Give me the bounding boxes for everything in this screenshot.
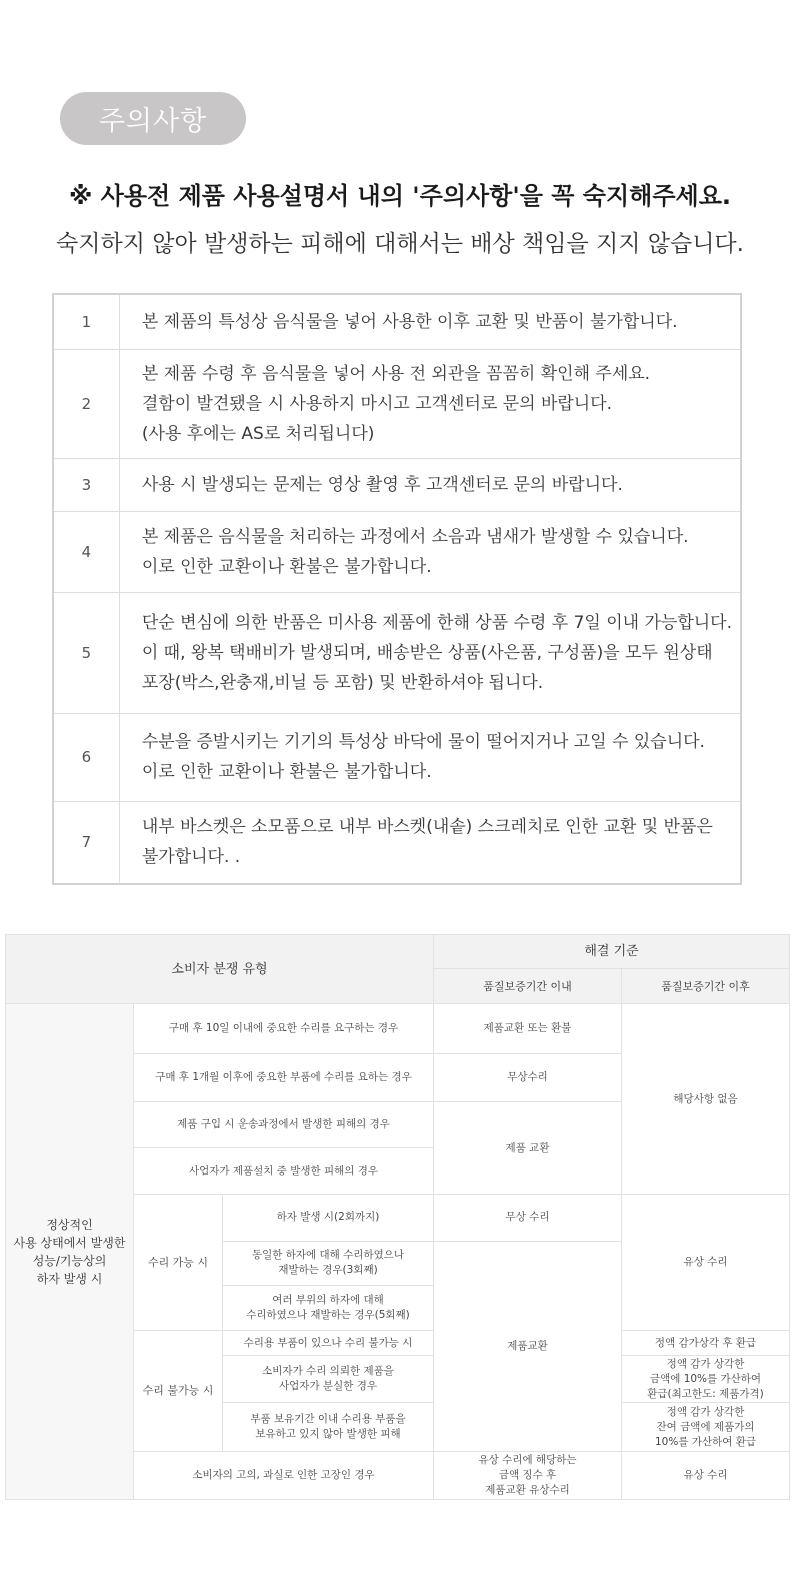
header-resolution: 해결 기준 — [434, 935, 790, 969]
repair-impossible-3: 부품 보유기간 이내 수리용 부품을 보유하고 있지 않아 발생한 피해 — [223, 1403, 434, 1451]
notice-number: 3 — [53, 458, 119, 511]
notice-text — [119, 458, 741, 511]
repair-possible-2: 동일한 하자에 대해 수리하였으나 재발하는 경우(3회째) — [223, 1241, 434, 1285]
notice-line: 이 때, 왕복 택배비가 발생되며, 배송받은 상품(사은품, 구성품)을 모두 원상태 — [141, 642, 713, 663]
notice-number: 1 — [53, 294, 119, 349]
notice-row — [53, 294, 741, 349]
notice-line: 본 제품의 특성상 음식물을 넣어 사용한 이후 교환 및 반품이 불가합니다. — [141, 311, 678, 332]
notice-row — [53, 349, 741, 458]
row-case-1: 구매 후 10일 이내에 중요한 수리를 요구하는 경우 — [134, 1004, 434, 1053]
repair-impossible-1: 수리용 부품이 있으나 수리 불가능 시 — [223, 1331, 434, 1356]
row-case-1-within: 제품교환 또는 환불 — [434, 1004, 622, 1053]
top-after-warranty: 해당사항 없음 — [622, 1004, 790, 1195]
notice-text — [119, 592, 741, 713]
notice-text — [119, 713, 741, 801]
notice-line: 수분을 증발시키는 기기의 특성상 바닥에 물이 떨어지거나 고일 수 있습니다. — [141, 732, 705, 752]
row-case-2: 구매 후 1개월 이후에 중요한 부품에 수리를 요하는 경우 — [134, 1053, 434, 1101]
notice-line: 이로 인한 교환이나 환불은 불가합니다. — [141, 556, 432, 577]
notice-text — [119, 511, 741, 592]
last-case: 소비자의 고의, 과실로 인한 고장인 경우 — [134, 1451, 434, 1499]
side-label: 정상적인 사용 상태에서 발생한 성능/기능상의 하자 발생 시 — [6, 1004, 134, 1500]
headline: ※ 사용전 제품 사용설명서 내의 '주의사항'을 꼭 숙지해주세요. — [68, 182, 732, 210]
repair-impossible-1-after: 정액 감가상각 후 환급 — [622, 1331, 790, 1356]
last-case-within: 유상 수리에 해당하는 금액 징수 후 제품교환 유상수리 — [434, 1451, 622, 1499]
caution-badge: 주의사항 — [60, 92, 246, 145]
repair-possible-label: 수리 가능 시 — [134, 1195, 223, 1331]
repair-impossible-label: 수리 불가능 시 — [134, 1331, 223, 1452]
notice-line: 결함이 발견됐을 시 사용하지 마시고 고객센터로 문의 바랍니다. — [141, 393, 613, 414]
notice-number: 4 — [53, 511, 119, 592]
notice-row — [53, 511, 741, 592]
row-case-34-within: 제품 교환 — [434, 1101, 622, 1194]
row-case-4: 사업자가 제품설치 중 발생한 피해의 경우 — [134, 1148, 434, 1195]
notice-line: 내부 바스켓은 소모품으로 내부 바스켓(내솥) 스크레치로 인한 교환 및 반품은 — [141, 817, 713, 838]
repair-possible-3: 여러 부위의 하자에 대해 수리하였으나 재발하는 경우(5회째) — [223, 1285, 434, 1330]
notice-number: 6 — [53, 713, 119, 801]
row-case-2-within: 무상수리 — [434, 1053, 622, 1101]
repair-impossible-3-after: 정액 감가 상각한 잔여 금액에 제품가의 10%를 가산하여 환급 — [622, 1403, 790, 1451]
header-within-warranty: 품질보증기간 이내 — [434, 969, 622, 1004]
last-case-after: 유상 수리 — [622, 1451, 790, 1499]
repair-possible-1: 하자 발생 시(2회까지) — [223, 1195, 434, 1241]
notice-line: 이로 인한 교환이나 환불은 불가합니다. — [141, 762, 432, 782]
notice-table — [52, 293, 742, 885]
dispute-table — [5, 934, 790, 1500]
row-case-3: 제품 구입 시 운송과정에서 발생한 피해의 경우 — [134, 1101, 434, 1147]
notice-line: 포장(박스,완충재,비닐 등 포함) 및 반환하셔야 됩니다. — [141, 672, 544, 693]
notice-row — [53, 458, 741, 511]
repair-impossible-2: 소비자가 수리 의뢰한 제품을 사업자가 분실한 경우 — [223, 1356, 434, 1403]
header-dispute-type: 소비자 분쟁 유형 — [6, 935, 434, 1004]
notice-row — [53, 713, 741, 801]
notice-row — [53, 592, 741, 713]
notice-line: 불가합니다. . — [141, 847, 241, 868]
notice-number: 5 — [53, 592, 119, 713]
header-after-warranty: 품질보증기간 이후 — [622, 969, 790, 1004]
notice-line: 본 제품 수령 후 음식물을 넣어 사용 전 외관을 꼼꼼히 확인해 주세요. — [141, 363, 651, 384]
notice-line: 본 제품은 음식물을 처리하는 과정에서 소음과 냄새가 발생할 수 있습니다. — [141, 526, 689, 547]
notice-line: 단순 변심에 의한 반품은 미사용 제품에 한해 상품 수령 후 7일 이내 가능합니다. — [141, 612, 732, 633]
repair-impossible-2-after: 정액 감가 상각한 금액에 10%를 가산하여 환급(최고한도: 제품가격) — [622, 1356, 790, 1403]
notice-line: (사용 후에는 AS로 처리됩니다) — [141, 423, 375, 444]
repair-possible-1-within: 무상 수리 — [434, 1195, 622, 1241]
notice-text — [119, 801, 741, 884]
notice-row — [53, 801, 741, 884]
notice-number: 7 — [53, 801, 119, 884]
notice-line: 사용 시 발생되는 문제는 영상 촬영 후 고객센터로 문의 바랍니다. — [141, 474, 623, 495]
notice-text — [119, 349, 741, 458]
subline: 숙지하지 않아 발생하는 피해에 대해서는 배상 책임을 지지 않습니다. — [56, 231, 744, 257]
notice-text — [119, 294, 741, 349]
notice-number: 2 — [53, 349, 119, 458]
repair-possible-after: 유상 수리 — [622, 1195, 790, 1331]
exchange-within: 제품교환 — [434, 1241, 622, 1451]
